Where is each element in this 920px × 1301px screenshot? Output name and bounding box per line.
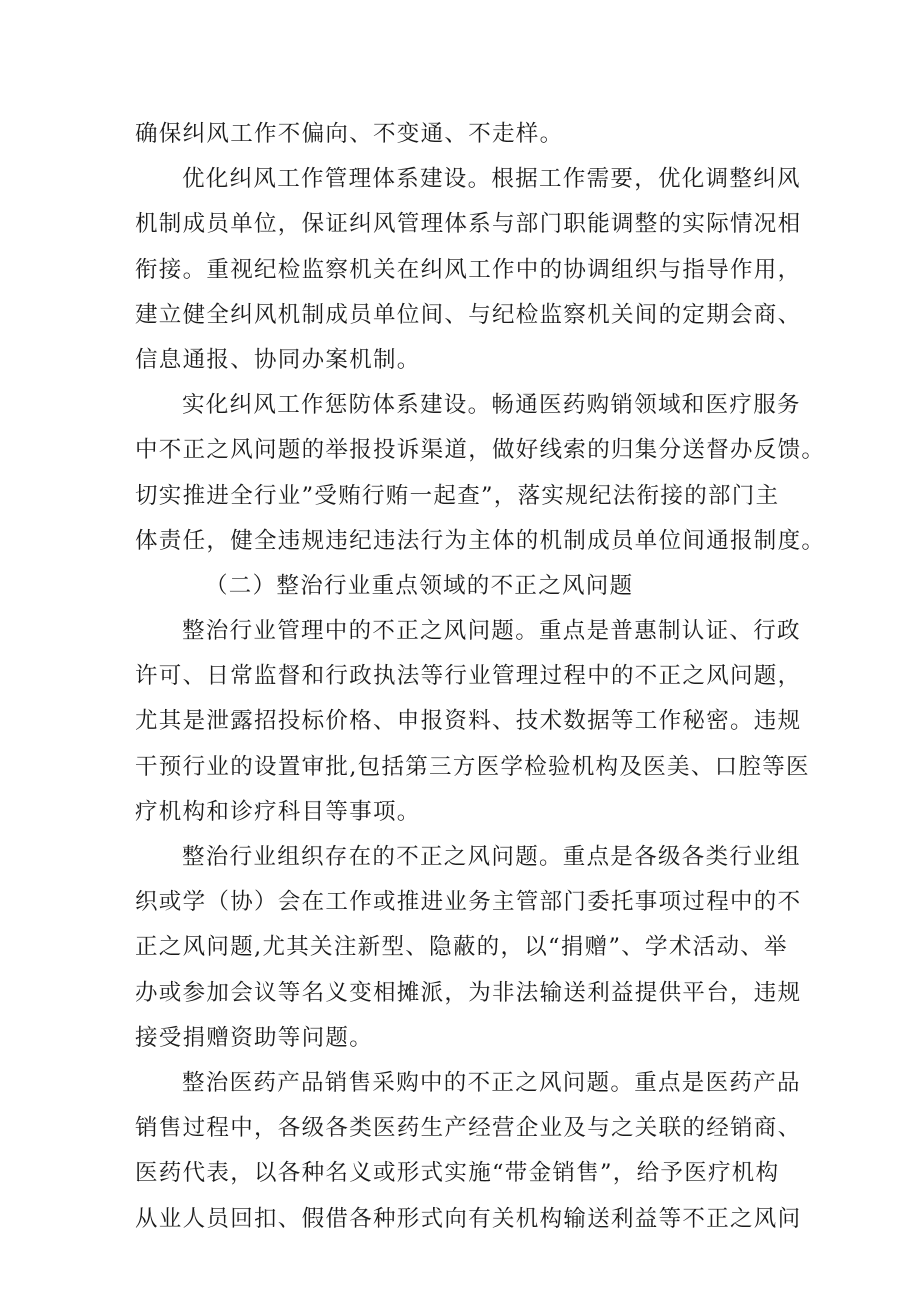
text-line: 确保纠风工作不偏向、不变通、不走样。 [135,121,564,147]
text-line: 织或学（协）会在工作或推进业务主管部门委托事项过程中的不 [135,889,802,916]
text-line: 信息通报、协同办案机制。 [135,346,421,373]
text-line: 切实推进全行业”受贿行贿一起查”，落实规纪法衔接的部门主 [135,482,780,509]
section-heading: （二）整治行业重点领域的不正之风问题 [205,572,634,599]
text-line: 从业人员回扣、假借各种形式向有关机构输送利益等不正之风问 [135,1205,802,1232]
text-line: 许可、日常监督和行政执法等行业管理过程中的不正之风问题， [135,663,802,690]
paragraph-start-line: 整治行业管理中的不正之风问题。重点是普惠制认证、行政 [182,618,801,645]
paragraph-start-line: 整治行业组织存在的不正之风问题。重点是各级各类行业组 [182,844,801,870]
text-line: 体责任，健全违规违纪违法行为主体的机制成员单位间通报制度。 [135,527,826,554]
paragraph-start-line: 优化纠风工作管理体系建设。根据工作需要，优化调整纠风 [182,166,801,193]
text-line: 销售过程中，各级各类医药生产经营企业及与之关联的经销商、 [135,1115,802,1142]
text-line: 机制成员单位，保证纠风管理体系与部门职能调整的实际情况相 [135,211,802,238]
text-line: 尤其是泄露招投标价格、申报资料、技术数据等工作秘密。违规 [135,708,802,735]
text-line: 疗机构和诊疗科目等事项。 [135,798,421,825]
text-line: 医药代表，以各种名义或形式实施“带金销售”，给予医疗机构 [135,1160,780,1187]
text-line: 衔接。重视纪检监察机关在纠风工作中的协调组织与指导作用， [135,256,802,283]
text-line: 接受捐赠资助等问题。 [135,1024,374,1051]
text-line: 干预行业的设置审批,包括第三方医学检验机构及医美、口腔等医 [135,753,810,780]
paragraph-start-line: 整治医药产品销售采购中的不正之风问题。重点是医药产品 [182,1069,801,1096]
paragraph-start-line: 实化纠风工作惩防体系建设。畅通医药购销领域和医疗服务 [182,392,801,419]
document-body [135,112,826,1242]
text-line: 办或参加会议等名义变相摊派，为非法输送利益提供平台，违规 [135,979,802,1006]
text-line: 中不正之风问题的举报投诉渠道，做好线索的归集分送督办反馈。 [135,437,826,464]
text-line: 建立健全纠风机制成员单位间、与纪检监察机关间的定期会商、 [135,301,802,328]
text-line: 正之风问题,尤其关注新型、隐蔽的，以“捐赠”、学术活动、举 [135,934,788,961]
